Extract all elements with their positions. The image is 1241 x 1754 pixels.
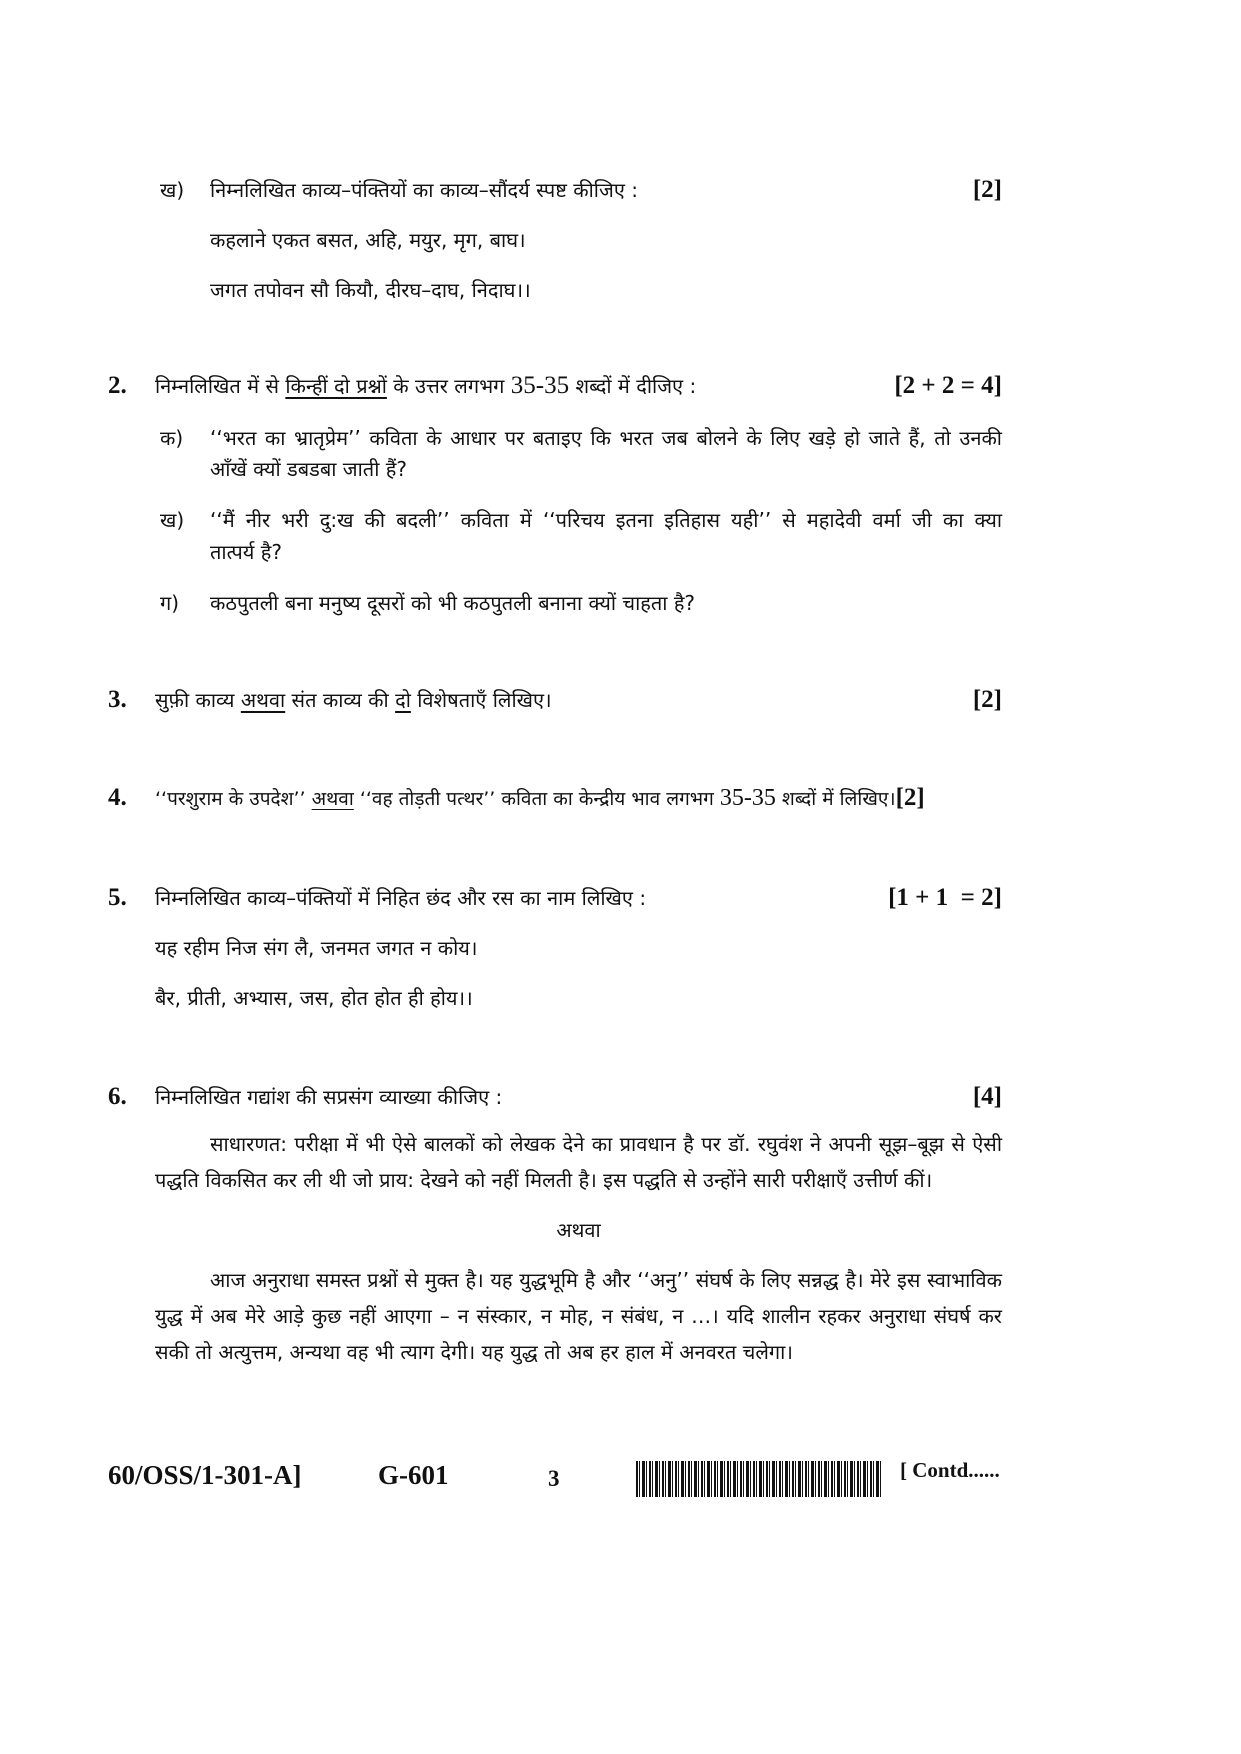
q6-question-text: निम्नलिखित गद्यांश की सप्रसंग व्याख्या कीजिए :: [155, 1085, 503, 1109]
q5-marks: [1 + 1 = 2]: [888, 884, 1002, 911]
q6-or-separator: अथवा: [556, 1218, 601, 1242]
q5-verse-line-2: बैर, प्रीती, अभ्यास, जस, होत होत ही होय।।: [155, 986, 473, 1010]
q2-marks: [2 + 2 = 4]: [894, 372, 1002, 399]
q2-text-part-b: के उत्तर लगभग: [386, 374, 511, 398]
q2-item-label: ख): [160, 508, 185, 532]
q3-text-part-a: सुफ़ी काव्य: [155, 688, 241, 712]
q1b-marks: [2]: [972, 176, 1002, 203]
q4-text-part-c: शब्दों में लिखिए।: [775, 788, 896, 810]
paper-code: 60/OSS/1-301-A]: [108, 1460, 302, 1490]
q1b-verse-line-2: जगत तपोवन सौ कियौ, दीरघ–दाघ, निदाघ।।: [210, 278, 531, 302]
q3-text-part-c: विशेषताएँ लिखिए।: [410, 688, 552, 712]
q3-text-part-b: संत काव्य की: [285, 688, 396, 712]
q2-item-text: ‘‘मैं नीर भरी दु:ख की बदली’’ कविता में ‘‘परिचय इतना इतिहास यही’’ से महादेवी वर्मा जी का क्या: [210, 508, 1002, 532]
q6-marks: [4]: [972, 1083, 1002, 1110]
q4-text-part-b: ‘‘वह तोड़ती पत्थर’’ कविता का केन्द्रीय भाव लगभग: [353, 788, 720, 810]
barcode-image: [636, 1461, 882, 1497]
q2-word-count: 35-35: [510, 372, 570, 399]
q2-item-text: कठपुतली बना मनुष्य दूसरों को भी कठपुतली बनाना क्यों चाहता है?: [210, 591, 696, 615]
q2-item-label: ग): [160, 591, 180, 615]
q2-number: 2.: [108, 372, 127, 399]
q1b-verse-line-1: कहलाने एकत बसत, अहि, मयुर, मृग, बाघ।: [210, 228, 526, 252]
q3-question-text: [155, 686, 552, 714]
q5-verse-line-1: यह रहीम निज संग लै, जनमत जगत न कोय।: [155, 936, 478, 960]
q4-number: 4.: [108, 784, 127, 811]
q1b-label: ख): [160, 178, 185, 202]
q3-text-underlined-or: अथवा: [240, 688, 286, 712]
q6-passage-2: आज अनुराधा समस्त प्रश्नों से मुक्त है। यह युद्धभूमि है और ‘‘अनु’’ संघर्ष के लिए सन्नद्ध है। मेरे इस स्वाभाविक युद्ध में अब मेरे आड़े कुछ नहीं आएगा – न संस्कार, न मोह, न संबंध, न …। यदि शालीन रहकर अनुराधा संघर्ष कर सकी तो अत्युत्तम, अन्यथा वह भी त्याग देगी। यह युद्ध तो अब हर हाल में अनवरत चलेगा।: [155, 1268, 1002, 1364]
q4-word-count: 35-35: [719, 785, 776, 811]
q1b-question-text: निम्नलिखित काव्य–पंक्तियों का काव्य–सौंदर्य स्पष्ट कीजिए :: [210, 178, 638, 202]
q2-item-text-cont: आँखें क्यों डबडबा जाती हैं?: [210, 457, 407, 481]
q2-text-underlined: किन्हीं दो प्रश्नों: [285, 374, 387, 398]
q2-item-text: ‘‘भरत का भ्रातृप्रेम’’ कविता के आधार पर बताइए कि भरत जब बोलने के लिए खड़े हो जाते हैं, तो उनकी: [210, 426, 1002, 450]
q6-number: 6.: [108, 1083, 127, 1110]
q3-marks: [2]: [972, 686, 1002, 713]
q2-item-text-cont: तात्पर्य है?: [210, 540, 282, 564]
q2-item-label: क): [160, 426, 184, 450]
q5-question-text: निम्नलिखित काव्य–पंक्तियों में निहित छंद और रस का नाम लिखिए :: [155, 886, 647, 910]
q2-text-part-c: शब्दों में दीजिए :: [569, 374, 697, 398]
continued-label: [ Contd......: [900, 1458, 1000, 1482]
q4-question-text: [155, 784, 925, 813]
q2-question-text: [155, 372, 696, 400]
page-number: 3: [548, 1466, 560, 1491]
q6-passage-1: साधारणत: परीक्षा में भी ऐसे बालकों को लेखक देने का प्रावधान है पर डॉ. रघुवंश ने अपनी सूझ–बूझ से ऐसी पद्धति विकसित कर ली थी जो प्राय: देखने को नहीं मिलती है। इस पद्धति से उन्होंने सारी परीक्षाएँ उत्तीर्ण कीं।: [155, 1132, 1002, 1192]
q4-marks: [2]: [895, 784, 925, 811]
series-code: G-601: [378, 1460, 449, 1490]
q4-text-underlined: अथवा: [311, 788, 354, 810]
q2-text-part-a: निम्नलिखित में से: [155, 374, 286, 398]
q3-number: 3.: [108, 686, 127, 713]
q5-number: 5.: [108, 884, 127, 911]
q4-text-part-a: ‘‘परशुराम के उपदेश’’: [155, 788, 312, 810]
q3-text-underlined-two: दो: [395, 688, 411, 712]
